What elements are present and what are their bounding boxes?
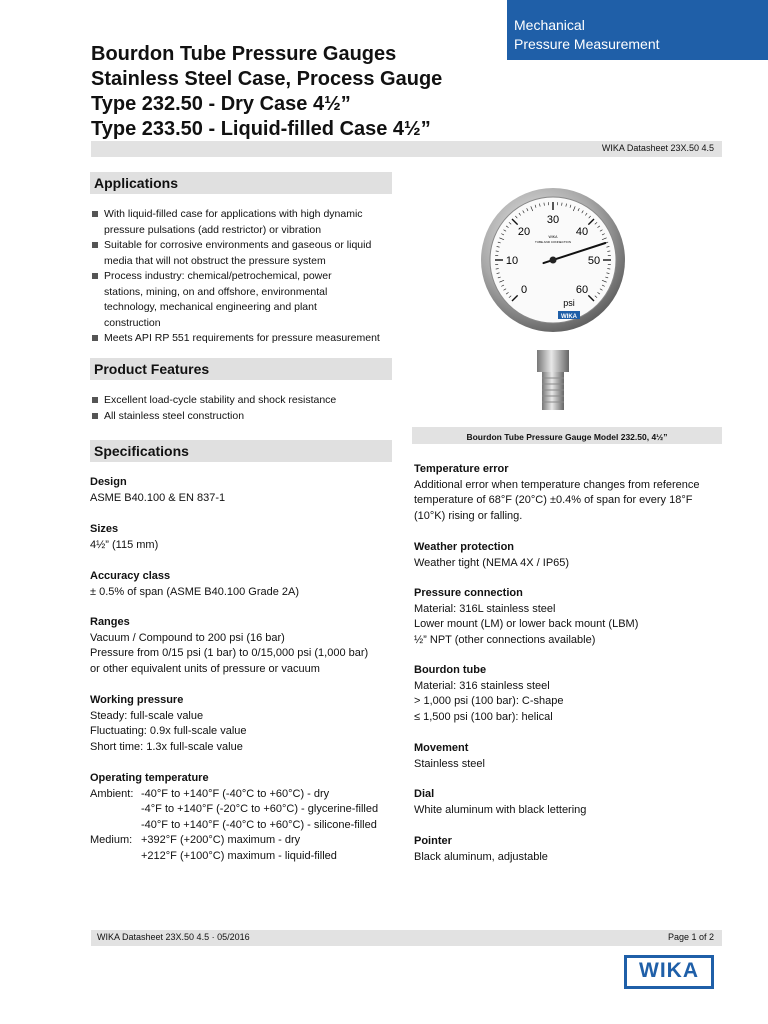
bullet-icon xyxy=(92,211,98,217)
pressure-gauge-image xyxy=(478,160,628,415)
spec-value: Material: 316L stainless steel xyxy=(414,602,556,615)
page-number: Page 1 of 2 xyxy=(667,932,714,942)
logo-text: WIKA xyxy=(639,959,699,982)
features-list xyxy=(92,393,392,424)
wika-logo xyxy=(624,955,714,989)
spec-value: Material: 316 stainless steel xyxy=(414,679,550,692)
title-line: Bourdon Tube Pressure Gauges xyxy=(91,43,397,65)
spec-temperature-error xyxy=(414,462,734,524)
spec-pressure-connection xyxy=(414,586,734,648)
spec-working-pressure xyxy=(90,693,410,755)
spec-value: ASME B40.100 & EN 837-1 xyxy=(90,491,226,504)
footer-datasheet-ref: WIKA Datasheet 23X.50 4.5 · 05/2016 xyxy=(97,932,250,942)
spec-value: White aluminum with black lettering xyxy=(414,803,587,816)
spec-pointer xyxy=(414,834,734,865)
spec-value: or other equivalent units of pressure or vacuum xyxy=(90,662,320,675)
spec-value: > 1,000 psi (100 bar): C-shape xyxy=(414,695,564,707)
applications-heading: Applications xyxy=(94,175,179,191)
dial-material-text: TUBE AND CONNECTION xyxy=(534,240,572,244)
spec-value: Black aluminum, adjustable xyxy=(414,850,548,863)
document-title xyxy=(91,42,501,142)
specifications-heading-bar xyxy=(90,440,392,462)
category-banner xyxy=(507,0,768,60)
spec-value: ± 0.5% of span (ASME B40.100 Grade 2A) xyxy=(90,585,300,598)
table-row: -40°F to +140°F (-40°C to +60°C) - silicone-filled xyxy=(141,818,377,831)
spec-heading: Bourdon tube xyxy=(414,664,487,676)
bullet-icon xyxy=(92,397,98,403)
bullet-icon xyxy=(92,413,98,419)
specifications-heading: Specifications xyxy=(94,443,189,459)
list-item: With liquid-filled case for applications with high dynamic pressure pulsations (add restrictor) or vibration xyxy=(92,207,392,238)
spec-heading: Pressure connection xyxy=(414,587,523,599)
socket xyxy=(537,350,569,372)
spec-value: Stainless steel xyxy=(414,757,485,770)
features-heading-bar xyxy=(90,358,392,380)
scale-label: 20 xyxy=(517,226,531,239)
spec-dial xyxy=(414,787,734,818)
dial-unit-label: psi xyxy=(563,298,575,308)
title-line: Stainless Steel Case, Process Gauge xyxy=(91,68,443,90)
spec-operating-temperature xyxy=(90,771,410,864)
title-line: Type 233.50 - Liquid-filled Case 4½” xyxy=(91,118,431,140)
spec-heading: Operating temperature xyxy=(90,772,209,784)
list-item: Process industry: chemical/petrochemical, power stations, mining, on and offshore, environmental technology, mechanical engineering and plant construction xyxy=(92,269,392,331)
spec-sizes xyxy=(90,522,410,553)
page-footer xyxy=(91,930,722,946)
figure-caption-bar xyxy=(412,427,722,444)
table-row: Ambient: -40°F to +140°F (-40°C to +60°C) - dry xyxy=(90,787,330,800)
scale-label: 30 xyxy=(546,214,560,226)
spec-ranges xyxy=(90,615,410,677)
bullet-icon xyxy=(92,242,98,248)
category-line-1: Mechanical xyxy=(514,17,585,33)
list-item: Suitable for corrosive environments and gaseous or liquid media that will not obstruct the pressure system xyxy=(92,238,392,269)
spec-heading: Temperature error xyxy=(414,463,509,475)
title-line: Type 232.50 - Dry Case 4½” xyxy=(91,93,351,115)
features-heading: Product Features xyxy=(94,361,210,377)
list-item: All stainless steel construction xyxy=(92,409,392,425)
dial-brand-text: WIKA xyxy=(548,235,558,239)
spec-value: Steady: full-scale value xyxy=(90,709,204,722)
spec-value: Additional error when temperature changes from reference xyxy=(414,478,700,491)
pointer-hub xyxy=(550,257,557,264)
bullet-icon xyxy=(92,273,98,279)
spec-value: 4½” (115 mm) xyxy=(90,538,159,551)
spec-weather-protection xyxy=(414,540,734,571)
spec-heading: Accuracy class xyxy=(90,570,171,582)
spec-value: temperature of 68°F (20°C) ±0.4% of span for every 18°F xyxy=(414,494,693,506)
spec-value: (10°K) rising or falling. xyxy=(414,509,523,522)
spec-heading: Design xyxy=(90,476,127,488)
scale-label: 60 xyxy=(575,283,589,296)
spec-heading: Sizes xyxy=(90,523,119,535)
scale-label: 0 xyxy=(520,283,528,296)
list-item: Meets API RP 551 requirements for pressure measurement xyxy=(92,331,392,347)
spec-heading: Movement xyxy=(414,742,469,754)
spec-value: ½” NPT (other connections available) xyxy=(414,633,596,646)
spec-heading: Working pressure xyxy=(90,694,184,706)
applications-heading-bar xyxy=(90,172,392,194)
scale-label: 10 xyxy=(505,255,519,267)
spec-value: Short time: 1.3x full-scale value xyxy=(90,740,243,753)
spec-value: ≤ 1,500 psi (100 bar): helical xyxy=(414,710,553,723)
spec-value: Lower mount (LM) or lower back mount (LBM) xyxy=(414,618,639,630)
table-row: Medium: +392°F (+200°C) maximum - dry xyxy=(90,834,301,846)
datasheet-bar xyxy=(91,141,722,157)
spec-value: Fluctuating: 0.9x full-scale value xyxy=(90,725,247,737)
spec-movement xyxy=(414,741,734,772)
spec-value: Vacuum / Compound to 200 psi (16 bar) xyxy=(90,631,285,644)
spec-value: Pressure from 0/15 psi (1 bar) to 0/15,000 psi (1,000 bar) xyxy=(90,647,369,659)
datasheet-reference: WIKA Datasheet 23X.50 4.5 xyxy=(601,143,714,153)
spec-heading: Weather protection xyxy=(414,541,515,553)
figure-caption: Bourdon Tube Pressure Gauge Model 232.50, 4½” xyxy=(466,432,668,442)
dial-logo-text: WIKA xyxy=(561,314,577,320)
list-item: Excellent load-cycle stability and shock resistance xyxy=(92,393,392,409)
spec-design xyxy=(90,475,410,506)
bullet-icon xyxy=(92,335,98,341)
applications-list xyxy=(92,207,392,347)
table-row: +212°F (+100°C) maximum - liquid-filled xyxy=(141,849,337,862)
table-row: -4°F to +140°F (-20°C to +60°C) - glycerine-filled xyxy=(141,803,379,815)
scale-label: 40 xyxy=(575,226,589,239)
spec-heading: Ranges xyxy=(90,616,130,628)
spec-accuracy xyxy=(90,569,410,600)
spec-heading: Pointer xyxy=(414,835,452,847)
scale-label: 50 xyxy=(587,255,601,267)
spec-heading: Dial xyxy=(414,788,435,800)
category-line-2: Pressure Measurement xyxy=(514,36,660,52)
spec-value: Weather tight (NEMA 4X / IP65) xyxy=(414,556,570,569)
spec-bourdon-tube xyxy=(414,663,734,725)
